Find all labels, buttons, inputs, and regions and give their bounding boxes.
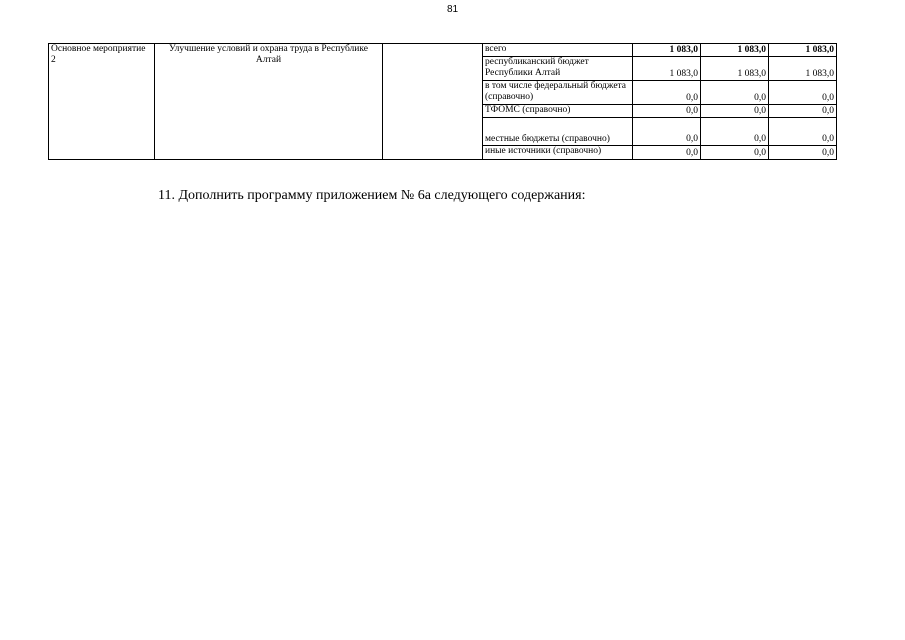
funding-value: 1 083,0 (633, 57, 701, 81)
funding-value: 0,0 (633, 81, 701, 105)
table-row (49, 44, 837, 57)
instruction-text: 11. Дополнить программу приложением № 6а следующего содержания: (158, 188, 586, 203)
funding-table (48, 43, 837, 160)
funding-source: всего (483, 44, 633, 57)
measure-type: Основное мероприятие 2 (49, 44, 155, 160)
funding-value: 0,0 (701, 118, 769, 146)
page-number: 81 (446, 4, 459, 15)
funding-value: 0,0 (769, 146, 837, 160)
funding-value: 0,0 (769, 81, 837, 105)
funding-source: ТФОМС (справочно) (483, 105, 633, 118)
funding-source: местные бюджеты (справочно) (483, 118, 633, 146)
funding-source: в том числе федеральный бюджета (справочно) (483, 81, 633, 105)
funding-value: 1 083,0 (633, 44, 701, 57)
measure-name: Улучшение условий и охрана труда в Республике Алтай (155, 44, 383, 160)
funding-value: 1 083,0 (769, 44, 837, 57)
funding-value: 0,0 (701, 105, 769, 118)
blank-cell (383, 44, 483, 160)
funding-value: 0,0 (633, 118, 701, 146)
funding-value: 1 083,0 (701, 57, 769, 81)
funding-value: 0,0 (769, 118, 837, 146)
funding-source: республиканский бюджет Республики Алтай (483, 57, 633, 81)
funding-value: 0,0 (701, 146, 769, 160)
funding-source: иные источники (справочно) (483, 146, 633, 160)
funding-value: 1 083,0 (701, 44, 769, 57)
funding-value: 1 083,0 (769, 57, 837, 81)
funding-value: 0,0 (769, 105, 837, 118)
funding-value: 0,0 (701, 81, 769, 105)
funding-value: 0,0 (633, 146, 701, 160)
funding-value: 0,0 (633, 105, 701, 118)
